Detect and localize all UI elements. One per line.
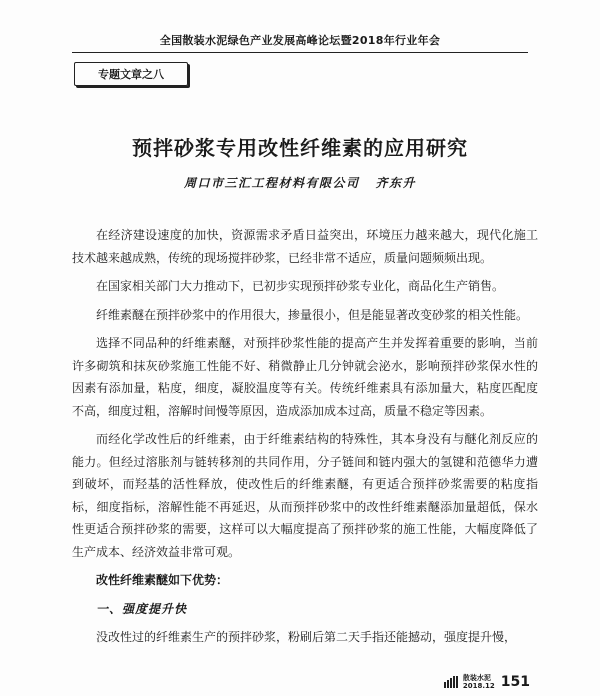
- decorative-bars-icon: [444, 676, 459, 688]
- point-heading-text: 一、强度提升快: [96, 601, 188, 616]
- point-heading: [72, 598, 538, 621]
- issue-date: 2018.12: [462, 682, 495, 690]
- paragraph: 而经化学改性后的纤维素，由于纤维素结构的特殊性，其本身没有与醚化剂反应的能力。但经过溶胀剂与链转移剂的共同作用，分子链间和链内强大的氢键和范德华力遭到破坏，而羟基的活性释放，使改性后的纤维素醚，有更适合预拌砂浆需要的粘度指标，细度指标，溶解性能不再延迟，从而预拌砂浆中的改性纤维素醚添加量超低，保水性更适合预拌砂浆的需要，这样可以大幅度提高了预拌砂浆的施工性能，大幅度降低了生产成本、经济效益非常可观。: [72, 432, 538, 559]
- magazine-info: [463, 674, 495, 690]
- page-footer: [444, 674, 530, 690]
- byline: [0, 174, 600, 191]
- header-divider: [72, 52, 528, 53]
- magazine-name: 散装水泥: [462, 674, 491, 682]
- page-number: 151: [500, 674, 530, 690]
- paragraph: 没改性过的纤维素生产的预拌砂浆，粉刷后第二天手指还能撼动，强度提升慢，: [96, 630, 517, 644]
- article-body: [72, 224, 538, 655]
- article-title: 预拌砂浆专用改性纤维素的应用研究: [132, 136, 468, 160]
- paragraph: 纤维素醚在预拌砂浆中的作用很大，掺量很小，但是能显著改变砂浆的相关性能。: [96, 307, 529, 322]
- running-header: 全国散装水泥绿色产业发展高峰论坛暨2018年行业年会: [159, 34, 441, 47]
- paragraph: 选择不同品种的纤维素醚，对预拌砂浆性能的提高产生并发挥着重要的影响，当前许多砌筑和抹灰砂浆施工性能不好、稍微静止几分钟就会泌水，影响预拌砂浆保水性的因素有添加量，粘度，细度，凝胶温度等有关。传统纤维素具有添加量大，粘度匹配度不高，细度过粗，溶解时间慢等原因，造成添加成本过高，质量不稳定等因素。: [72, 336, 538, 418]
- section-label: 专题文章之八: [98, 68, 164, 81]
- paragraph: 在国家相关部门大力推动下，已初步实现预拌砂浆专业化，商品化生产销售。: [96, 279, 505, 293]
- affiliation: 周口市三汇工程材料有限公司: [183, 176, 360, 190]
- author-name: 齐东升: [375, 176, 417, 190]
- paragraph: 在经济建设速度的加快，资源需求矛盾日益突出，环境压力越来越大，现代化施工技术越来越成熟，传统的现场搅拌砂浆，已经非常不适应，质量问题频频出现。: [72, 228, 538, 265]
- subheading: 改性纤维素醚如下优势：: [96, 573, 229, 587]
- section-label-box: [74, 62, 188, 86]
